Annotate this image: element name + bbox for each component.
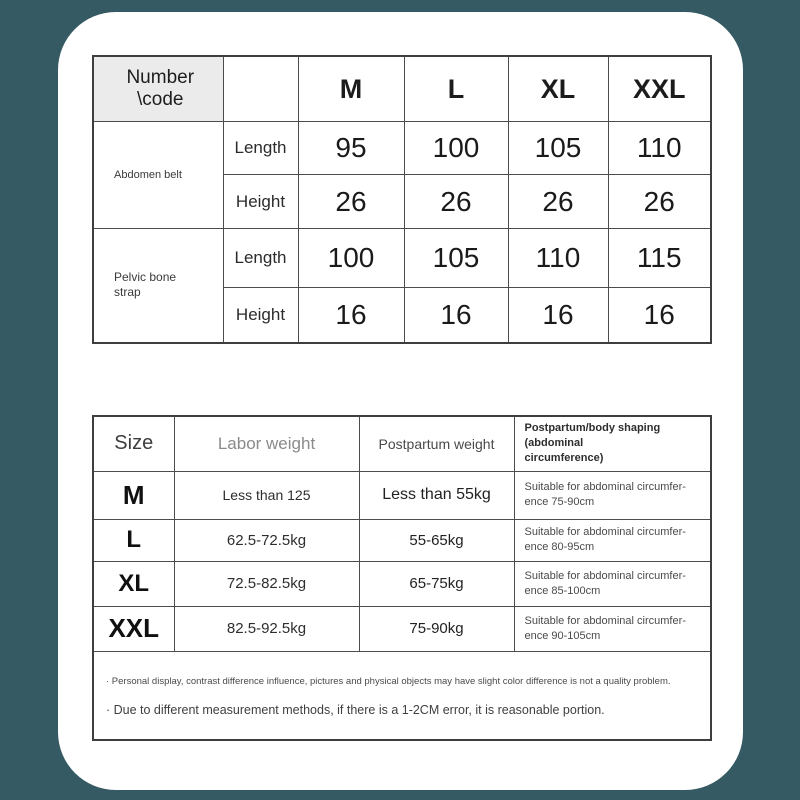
abdomen-length-l: 100 xyxy=(404,122,508,175)
pelvic-length-m: 100 xyxy=(298,229,404,288)
notes-row xyxy=(93,651,711,740)
header-postpartum-weight: Postpartum weight xyxy=(359,416,514,471)
weight-row-xl xyxy=(93,561,711,606)
pelvic-height-l: 16 xyxy=(404,288,508,343)
shaping-xxl xyxy=(514,606,711,651)
size-header-l: L xyxy=(404,56,508,122)
pelvic-length-l: 105 xyxy=(404,229,508,288)
pelvic-length-xxl: 115 xyxy=(608,229,711,288)
shaping-xl xyxy=(514,561,711,606)
section-label-abdomen-belt: Abdomen belt xyxy=(93,122,223,229)
weight-row-l xyxy=(93,519,711,561)
weight-header-row xyxy=(93,416,711,471)
size-header-xxl: XXL xyxy=(608,56,711,122)
shaping-l-line1: Suitable for abdominal circumfer- xyxy=(524,526,686,539)
corner-header-label: Number \code xyxy=(94,57,223,121)
weight-table xyxy=(92,415,712,741)
weight-row-xxl xyxy=(93,606,711,651)
shaping-m-line1: Suitable for abdominal circumfer- xyxy=(524,481,686,494)
empty-header-cell xyxy=(223,56,298,122)
header-shaping-line1: Postpartum/body shaping (abdominal xyxy=(524,422,661,450)
postpartum-weight-xl: 65-75kg xyxy=(359,561,514,606)
shaping-m-line2: ence 75-90cm xyxy=(524,496,595,508)
abdomen-height-m: 26 xyxy=(298,175,404,229)
header-size: Size xyxy=(93,416,174,471)
abdomen-height-xxl: 26 xyxy=(608,175,711,229)
labor-weight-xxl: 82.5-92.5kg xyxy=(174,606,359,651)
pelvic-height-xxl: 16 xyxy=(608,288,711,343)
pelvic-height-m: 16 xyxy=(298,288,404,343)
pelvic-strap-label: Pelvic bone strap xyxy=(114,270,177,300)
size-cell-m: M xyxy=(93,471,174,519)
shaping-l xyxy=(514,519,711,561)
notes-cell xyxy=(93,651,711,740)
size-chart-panel xyxy=(58,12,743,790)
labor-weight-xl: 72.5-82.5kg xyxy=(174,561,359,606)
header-labor-weight: Labor weight xyxy=(174,416,359,471)
row-label-length: Length xyxy=(223,122,298,175)
shaping-xl-line2: ence 85-100cm xyxy=(524,584,601,597)
postpartum-weight-m: Less than 55kg xyxy=(359,471,514,519)
pelvic-length-xl: 110 xyxy=(508,229,608,288)
dimensions-header-row xyxy=(93,56,711,122)
dimensions-table xyxy=(92,55,712,344)
postpartum-weight-l: 55-65kg xyxy=(359,519,514,561)
header-shaping xyxy=(514,416,711,471)
abdomen-length-row xyxy=(93,122,711,175)
labor-weight-l: 62.5-72.5kg xyxy=(174,519,359,561)
abdomen-length-xxl: 110 xyxy=(608,122,711,175)
postpartum-weight-xxl: 75-90kg xyxy=(359,606,514,651)
row-label-height: Height xyxy=(223,288,298,343)
abdomen-length-xl: 105 xyxy=(508,122,608,175)
pelvic-height-xl: 16 xyxy=(508,288,608,343)
note-color-difference: · Personal display, contrast difference influence, pictures and physical objects may have slight color difference is not a quality problem. xyxy=(106,675,671,687)
shaping-l-line2: ence 80-95cm xyxy=(524,541,595,553)
size-cell-l: L xyxy=(93,519,174,561)
shaping-xl-line1: Suitable for abdominal circumfer- xyxy=(524,569,686,582)
size-header-xl: XL xyxy=(508,56,608,122)
labor-weight-m: Less than 125 xyxy=(174,471,359,519)
row-label-length: Length xyxy=(223,229,298,288)
note-measurement-error: · Due to different measurement methods, if there is a 1-2CM error, it is reasonable portion. xyxy=(106,702,605,717)
shaping-xxl-line1: Suitable for abdominal circumfer- xyxy=(524,614,686,627)
row-label-height: Height xyxy=(223,175,298,229)
weight-row-m xyxy=(93,471,711,519)
corner-header-cell xyxy=(93,56,223,122)
size-cell-xl: XL xyxy=(93,561,174,606)
abdomen-height-xl: 26 xyxy=(508,175,608,229)
size-cell-xxl: XXL xyxy=(93,606,174,651)
abdomen-height-l: 26 xyxy=(404,175,508,229)
shaping-m xyxy=(514,471,711,519)
size-header-m: M xyxy=(298,56,404,122)
abdomen-length-m: 95 xyxy=(298,122,404,175)
header-shaping-line2: circumference) xyxy=(524,452,604,465)
section-label-pelvic-strap xyxy=(93,229,223,343)
pelvic-length-row xyxy=(93,229,711,288)
shaping-xxl-line2: ence 90-105cm xyxy=(524,629,601,642)
